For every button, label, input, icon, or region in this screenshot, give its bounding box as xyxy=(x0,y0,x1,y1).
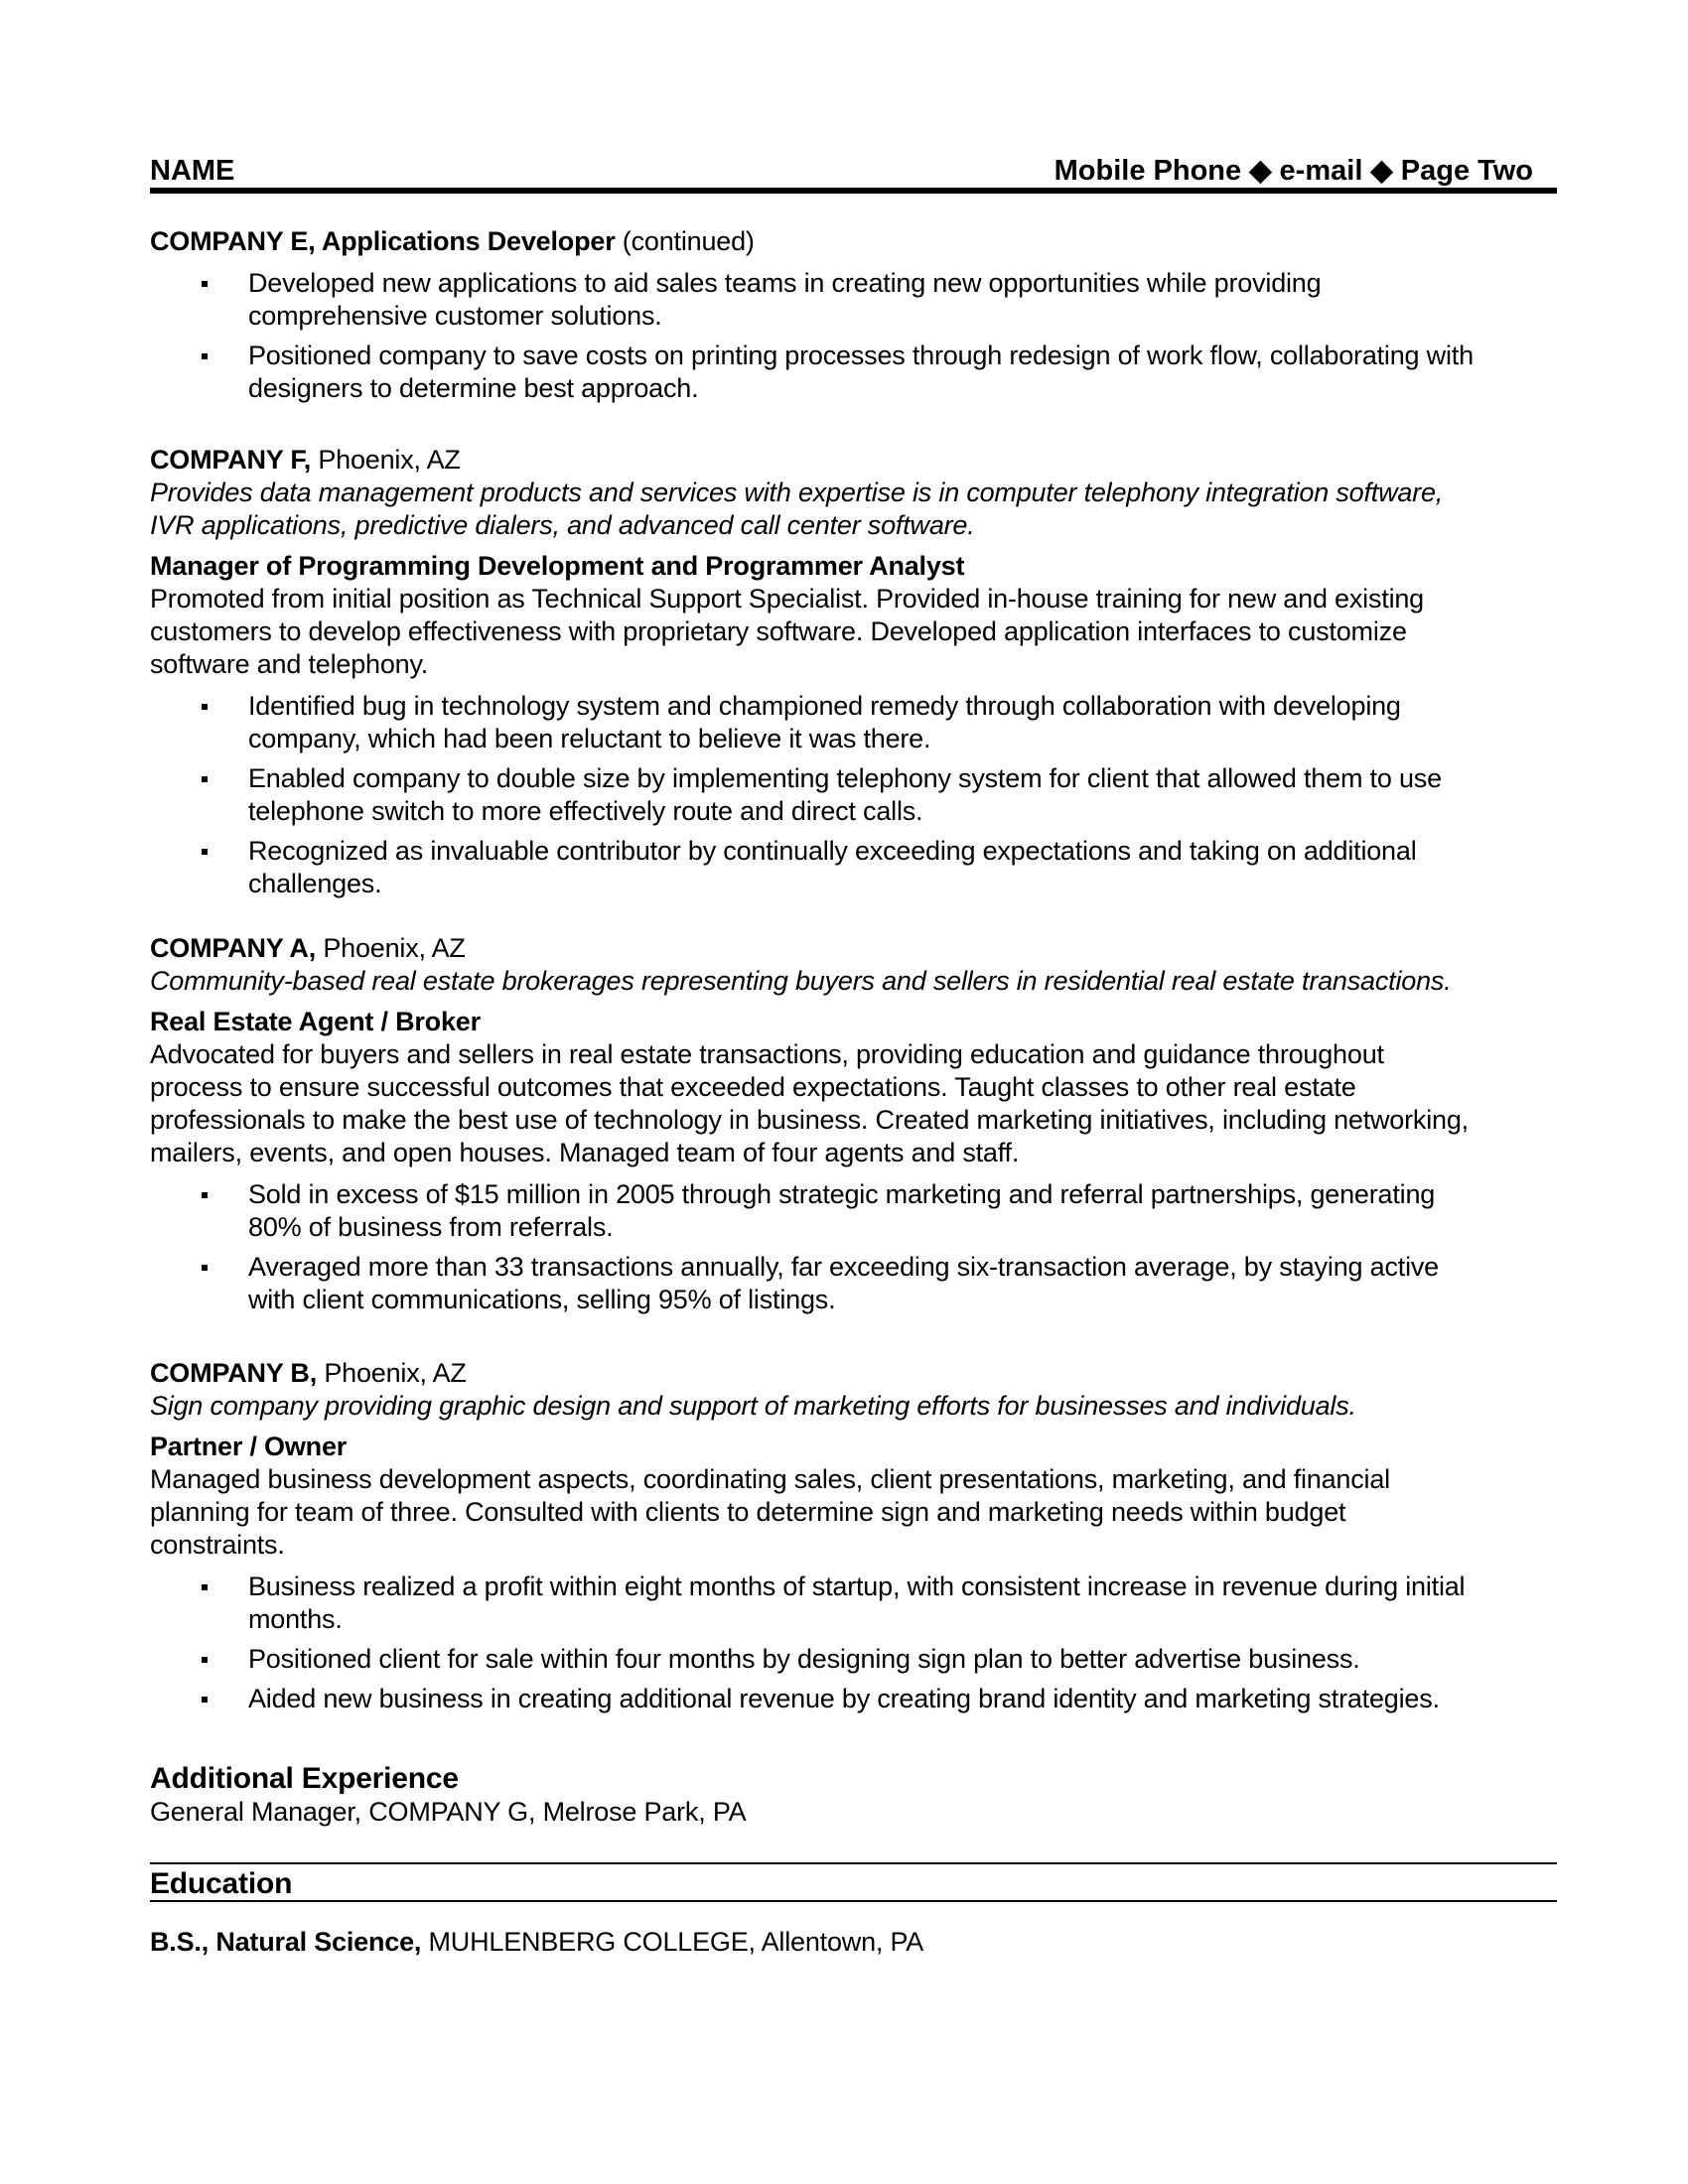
degree: B.S., Natural Science, xyxy=(150,1927,422,1957)
bullet-icon xyxy=(202,1265,208,1271)
bullet-text: Developed new applications to aid sales teams in creating new opportunities while providing xyxy=(248,268,1322,298)
bullet-icon xyxy=(202,849,208,855)
job-summary: professionals to make the best use of technology in business. Created marketing initiatives, including networking, xyxy=(150,1105,1469,1135)
bullet-icon xyxy=(202,704,208,710)
job-title: Manager of Programming Development and Programmer Analyst xyxy=(150,551,965,581)
job-summary: software and telephony. xyxy=(150,649,429,679)
company-description: IVR applications, predictive dialers, and advanced call center software. xyxy=(150,510,975,540)
bullet-icon xyxy=(202,776,208,782)
company-name: COMPANY F, xyxy=(150,445,312,475)
company-description: Provides data management products and services with expertise is in computer telephony integration software, xyxy=(150,478,1444,507)
job-heading xyxy=(150,1357,467,1390)
company-name: COMPANY E, Applications Developer xyxy=(150,226,616,256)
bullet-text: designers to determine best approach. xyxy=(248,373,699,403)
job-heading xyxy=(150,444,461,477)
school: MUHLENBERG COLLEGE, Allentown, PA xyxy=(421,1927,924,1957)
bullet-icon xyxy=(202,281,208,287)
job-heading xyxy=(150,932,466,965)
job-title: Real Estate Agent / Broker xyxy=(150,1007,481,1036)
job-summary: Advocated for buyers and sellers in real estate transactions, providing education and guidance throughout xyxy=(150,1039,1384,1069)
bullet-icon xyxy=(202,1584,208,1590)
bullet-icon xyxy=(202,1192,208,1198)
education-top-rule xyxy=(150,1862,1557,1864)
bullet-text: Recognized as invaluable contributor by continually exceeding expectations and taking on additional xyxy=(248,836,1417,866)
section-heading-education: Education xyxy=(150,1867,293,1900)
bullet-text: with client communications, selling 95% of listings. xyxy=(248,1285,836,1314)
bullet-text: Business realized a profit within eight months of startup, with consistent increase in revenue during initial xyxy=(248,1571,1466,1601)
bullet-icon xyxy=(202,353,208,359)
additional-entry: General Manager, COMPANY G, Melrose Park, PA xyxy=(150,1797,747,1827)
bullet-text: challenges. xyxy=(248,869,382,898)
bullet-text: Enabled company to double size by implementing telephony system for client that allowed them to use xyxy=(248,763,1442,793)
job-title: Partner / Owner xyxy=(150,1432,348,1461)
bullet-icon xyxy=(202,1697,208,1703)
bullet-icon xyxy=(202,1657,208,1663)
bullet-text: company, which had been reluctant to believe it was there. xyxy=(248,724,931,753)
job-summary: process to ensure successful outcomes that exceeded expectations. Taught classes to other real estate xyxy=(150,1072,1356,1102)
job-summary: mailers, events, and open houses. Managed team of four agents and staff. xyxy=(150,1138,1020,1167)
contact-line: Mobile Phone ◆ e-mail ◆ Page Two xyxy=(1054,155,1533,187)
job-location: Phoenix, AZ xyxy=(311,445,461,475)
bullet-text: Identified bug in technology system and championed remedy through collaboration with developing xyxy=(248,691,1401,721)
bullet-text: Averaged more than 33 transactions annually, far exceeding six-transaction average, by staying active xyxy=(248,1252,1439,1282)
company-description: Sign company providing graphic design and support of marketing efforts for businesses and individuals. xyxy=(150,1391,1356,1421)
company-name: COMPANY B, xyxy=(150,1358,318,1388)
job-summary: Promoted from initial position as Technical Support Specialist. Provided in-house training for new and existing xyxy=(150,584,1425,614)
bullet-text: Positioned company to save costs on printing processes through redesign of work flow, collaborating with xyxy=(248,341,1474,370)
bullet-text: Sold in excess of $15 million in 2005 through strategic marketing and referral partnerships, generating xyxy=(248,1179,1436,1209)
bullet-text: Aided new business in creating additional revenue by creating brand identity and marketing strategies. xyxy=(248,1684,1440,1713)
bullet-text: telephone switch to more effectively route and direct calls. xyxy=(248,796,923,826)
job-location: Phoenix, AZ xyxy=(316,933,466,963)
job-location: Phoenix, AZ xyxy=(317,1358,467,1388)
header-rule xyxy=(150,188,1557,194)
bullet-text: months. xyxy=(248,1604,343,1634)
job-heading xyxy=(150,225,755,258)
education-bottom-rule xyxy=(150,1900,1557,1902)
job-summary: customers to develop effectiveness with proprietary software. Developed application interfaces to customize xyxy=(150,616,1407,646)
resume-name: NAME xyxy=(150,155,235,187)
bullet-text: Positioned client for sale within four months by designing sign plan to better advertise business. xyxy=(248,1644,1360,1674)
job-summary: Managed business development aspects, coordinating sales, client presentations, marketing, and financial xyxy=(150,1464,1390,1494)
education-entry xyxy=(150,1926,923,1959)
bullet-text: 80% of business from referrals. xyxy=(248,1212,614,1242)
company-name: COMPANY A, xyxy=(150,933,317,963)
job-summary: constraints. xyxy=(150,1530,285,1560)
company-description: Community-based real estate brokerages representing buyers and sellers in residential real estate transactions. xyxy=(150,966,1452,996)
job-location: (continued) xyxy=(615,226,755,256)
bullet-text: comprehensive customer solutions. xyxy=(248,301,662,331)
job-summary: planning for team of three. Consulted with clients to determine sign and marketing needs within budget xyxy=(150,1497,1346,1527)
section-heading-additional: Additional Experience xyxy=(150,1762,459,1795)
